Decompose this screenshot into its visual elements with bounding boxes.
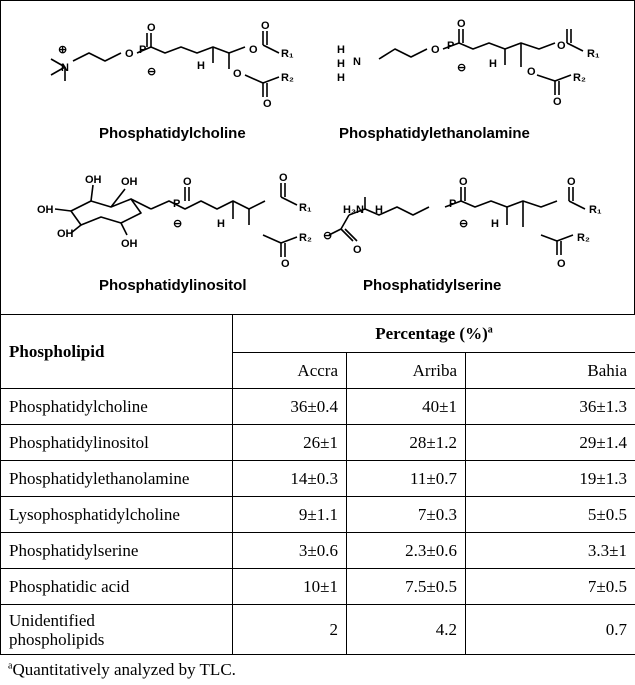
pe-P: P [447,40,455,52]
pc-plus: ⊕ [58,44,68,56]
pe-H3: H [337,72,345,84]
col-header-accra: Accra [233,353,347,389]
table-row [1,533,635,569]
phospholipid-table [0,314,635,655]
ps-O4: O [557,258,566,270]
cell-arriba: 7.5±0.5 [347,569,466,605]
table-row [1,497,635,533]
pc-O6: O [263,98,272,110]
group-header-sup: a [487,323,493,335]
cell-bahia: 19±1.3 [466,461,635,497]
ps-H2: H [491,218,499,230]
row-label-line1: Unidentified [9,610,95,630]
pe-H4: H [489,58,497,70]
col-header-arriba: Arriba [347,353,466,389]
cell-accra: 2 [233,605,347,655]
pi-O4: O [281,258,290,270]
cell-accra: 26±1 [233,425,347,461]
cell-accra: 14±0.3 [233,461,347,497]
table-footnote [8,660,236,680]
pe-O2: O [457,18,466,30]
cell-bahia: 36±1.3 [466,389,635,425]
table-row [1,461,635,497]
pe-R1: R₁ [587,48,600,60]
cell-bahia: 0.7 [466,605,635,655]
pi-R1: R₁ [299,202,312,214]
cell-accra: 36±0.4 [233,389,347,425]
pc-R1: R₁ [281,48,294,60]
footnote-text: Quantitatively analyzed by TLC. [12,660,236,679]
cell-arriba: 4.2 [347,605,466,655]
group-header-percentage [233,315,635,353]
group-header-text: Percentage (%) [375,323,488,343]
structure-name-ps: Phosphatidylserine [363,277,502,294]
pi-OH3: OH [121,238,138,250]
row-label: Phosphatidylcholine [1,389,233,425]
ps-H3N: H₃N [343,204,364,216]
cell-accra: 3±0.6 [233,533,347,569]
cell-accra: 10±1 [233,569,347,605]
pc-minus: ⊖ [147,66,157,78]
cell-arriba: 40±1 [347,389,466,425]
pi-O3: O [279,172,288,184]
pe-O: O [431,44,440,56]
ps-O: O [353,244,362,256]
cell-bahia: 29±1.4 [466,425,635,461]
pe-H2: H [337,58,345,70]
pe-structure [379,29,583,95]
pc-O4: O [261,20,270,32]
structure-name-pc: Phosphatidylcholine [99,125,246,142]
ps-H: H [375,204,383,216]
pi-OH4: OH [57,228,74,240]
cell-arriba: 28±1.2 [347,425,466,461]
row-label: Phosphatidylinositol [1,425,233,461]
table-row [1,389,635,425]
pc-O: O [125,48,134,60]
pi-H: H [217,218,225,230]
pi-OH1: OH [85,174,102,186]
pe-O5: O [553,96,562,108]
structure-name-pe: Phosphatidylethanolamine [339,125,530,142]
pe-H: H [337,44,345,56]
pi-O2: O [183,176,192,188]
pi-R2: R₂ [299,232,312,244]
pc-H: H [197,60,205,72]
structures-svg [1,1,635,316]
row-label-line2: phospholipids [9,629,105,649]
ps-R1: R₁ [589,204,602,216]
table-row [1,425,635,461]
row-label [1,605,233,655]
row-label: Phosphatidylethanolamine [1,461,233,497]
pe-O4: O [527,66,536,78]
phospholipid-structures-figure [0,0,635,315]
pc-N: N [61,62,69,74]
footnote-sup: a [8,660,13,672]
cell-bahia: 7±0.5 [466,569,635,605]
pi-P: P [173,198,181,210]
cell-bahia: 5±0.5 [466,497,635,533]
pc-O5: O [233,68,242,80]
ps-O2: O [459,176,468,188]
table-row [1,569,635,605]
structure-name-pi: Phosphatidylinositol [99,277,247,294]
pc-O3: O [249,44,258,56]
ps-structure [329,187,585,255]
ps-minus2: ⊖ [459,218,469,230]
cell-arriba: 11±0.7 [347,461,466,497]
pc-P: P [139,44,147,56]
ps-O3: O [567,176,576,188]
pe-minus: ⊖ [457,62,467,74]
cell-accra: 9±1.1 [233,497,347,533]
pe-R2: R₂ [573,72,586,84]
col-header-bahia: Bahia [466,353,635,389]
pi-OH2: OH [121,176,138,188]
ps-P: P [449,198,457,210]
pc-structure [51,31,279,97]
pi-minus: ⊖ [173,218,183,230]
pc-O2: O [147,22,156,34]
pe-N: N [353,56,361,68]
row-label: Lysophosphatidylcholine [1,497,233,533]
ps-R2: R₂ [577,232,590,244]
pi-OH5: OH [37,204,54,216]
ps-minus: ⊖ [323,230,333,242]
cell-bahia: 3.3±1 [466,533,635,569]
row-label: Phosphatidylserine [1,533,233,569]
pc-R2: R₂ [281,72,294,84]
cell-arriba: 2.3±0.6 [347,533,466,569]
row-label: Phosphatidic acid [1,569,233,605]
col-header-phospholipid: Phospholipid [1,315,233,389]
pe-O3: O [557,40,566,52]
cell-arriba: 7±0.3 [347,497,466,533]
table-row [1,605,635,655]
